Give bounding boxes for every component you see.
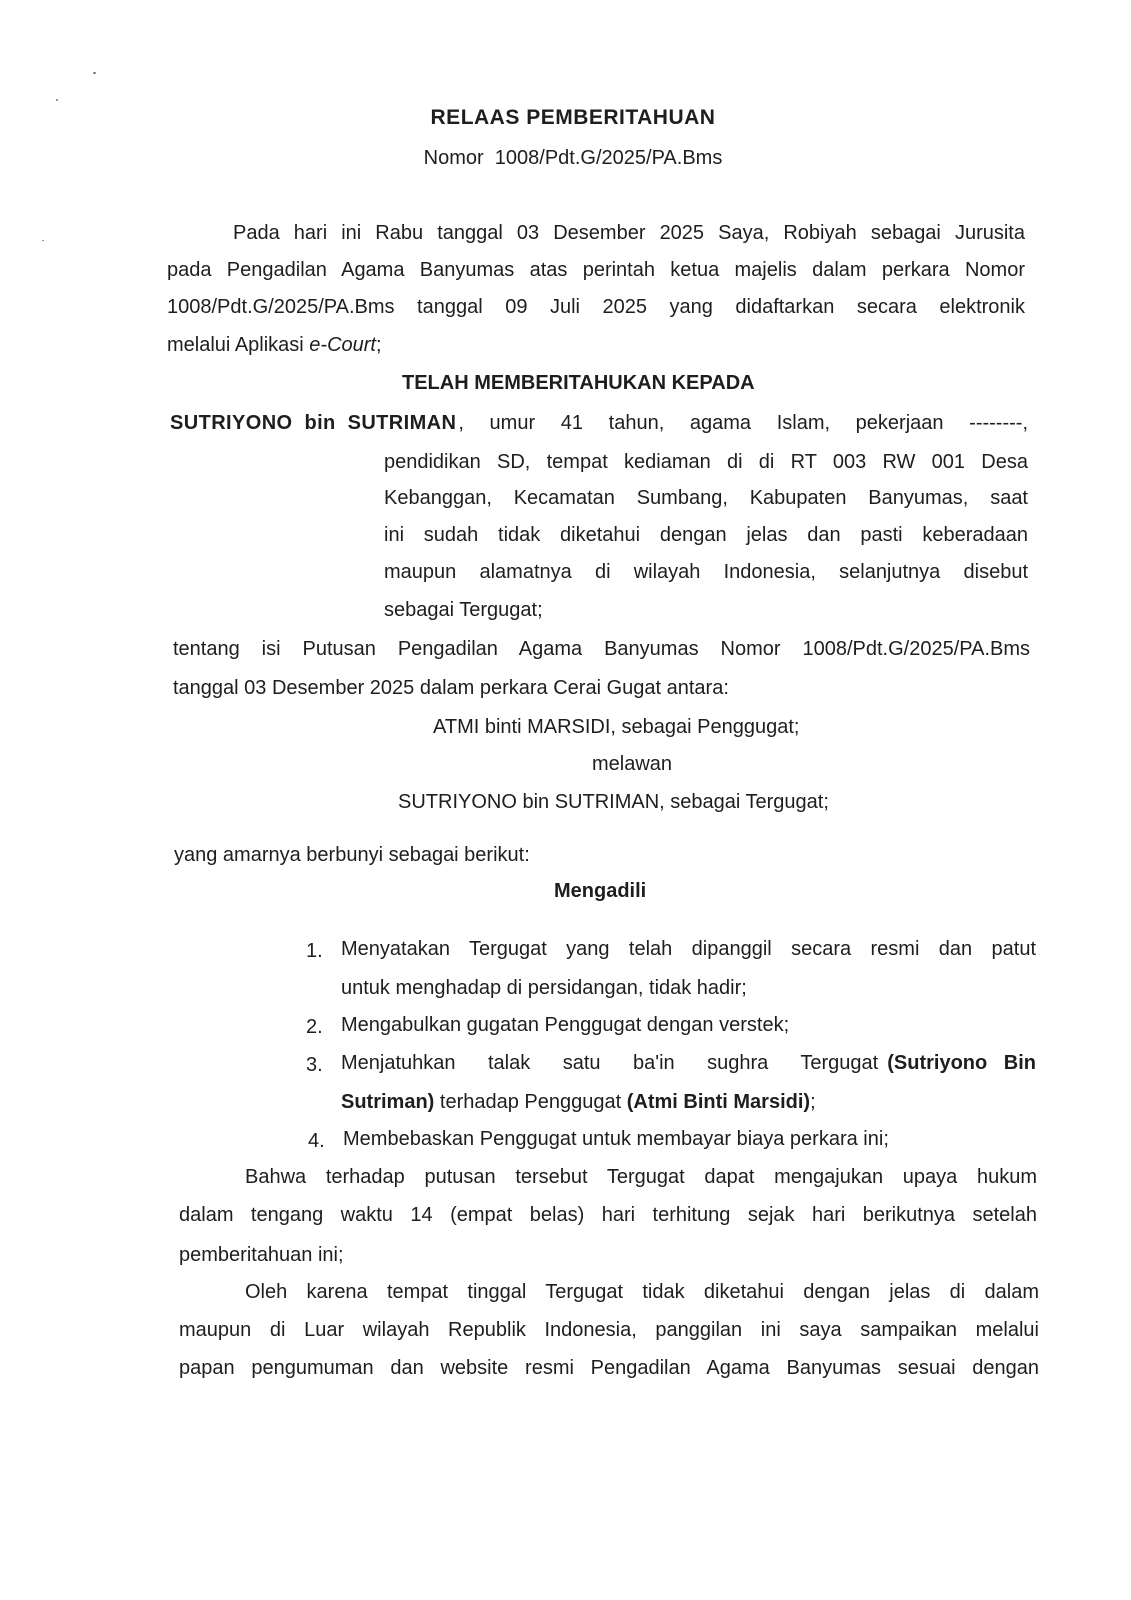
case-number: Nomor 1008/Pdt.G/2025/PA.Bms <box>423 147 723 169</box>
party-line-6: sebagai Tergugat; <box>384 599 543 621</box>
scan-speck <box>93 72 96 74</box>
intro-line-4-prefix: melalui Aplikasi <box>167 334 310 356</box>
verdict-item-2: Mengabulkan gugatan Penggugat dengan verstek; <box>341 1014 790 1036</box>
intro-line-4 <box>167 333 382 357</box>
document-title: RELAAS PEMBERITAHUAN <box>430 106 716 129</box>
party-line-5: maupun alamatnya di wilayah Indonesia, selanjutnya disebut <box>384 561 1028 583</box>
verdict-number-2: 2. <box>306 1016 323 1038</box>
closing-line-1: Oleh karena tempat tinggal Tergugat tidak diketahui dengan jelas di dalam <box>245 1281 1039 1303</box>
appeal-line-2: dalam tengang waktu 14 (empat belas) hari terhitung sejak hari berikutnya setelah <box>179 1204 1037 1226</box>
subject-line-2: tanggal 03 Desember 2025 dalam perkara Cerai Gugat antara: <box>173 677 729 699</box>
party-line-3: Kebanggan, Kecamatan Sumbang, Kabupaten Banyumas, saat <box>384 487 1028 509</box>
plaintiff-name-bold: (Atmi Binti Marsidi) <box>626 1091 811 1113</box>
verdict-item-1-line-2: untuk menghadap di persidangan, tidak hadir; <box>341 977 747 999</box>
scan-speck <box>42 240 44 241</box>
appeal-line-1: Bahwa terhadap putusan tersebut Tergugat dapat mengajukan upaya hukum <box>245 1166 1037 1188</box>
verdict-number-4: 4. <box>308 1130 325 1152</box>
verdict-item-3-mid: terhadap Penggugat <box>434 1091 627 1113</box>
notice-heading: TELAH MEMBERITAHUKAN KEPADA <box>402 372 755 394</box>
amar-intro: yang amarnya berbunyi sebagai berikut: <box>174 844 530 866</box>
closing-line-2: maupun di Luar wilayah Republik Indonesia, panggilan ini saya sampaikan melalui <box>179 1319 1039 1341</box>
party-line-1-rest: , umur 41 tahun, agama Islam, pekerjaan --------, <box>458 412 1028 434</box>
verdict-number-3: 3. <box>306 1054 323 1076</box>
party-line-1 <box>170 411 1028 435</box>
intro-line-1: Pada hari ini Rabu tanggal 03 Desember 2025 Saya, Robiyah sebagai Jurusita <box>233 222 1025 244</box>
verdict-item-3-line-2 <box>341 1090 816 1114</box>
intro-line-2: pada Pengadilan Agama Banyumas atas perintah ketua majelis dalam perkara Nomor <box>167 259 1025 281</box>
plaintiff-line: ATMI binti MARSIDI, sebagai Penggugat; <box>433 716 800 738</box>
defendant-line: SUTRIYONO bin SUTRIMAN, sebagai Tergugat; <box>398 791 829 813</box>
versus-line: melawan <box>592 753 673 775</box>
verdict-item-3-text: Menjatuhkan talak satu ba'in sughra Tergugat <box>341 1052 879 1074</box>
subject-line-1: tentang isi Putusan Pengadilan Agama Banyumas Nomor 1008/Pdt.G/2025/PA.Bms <box>173 638 1030 660</box>
verdict-heading: Mengadili <box>554 880 647 902</box>
defendant-surname-bold: Sutriman) <box>341 1091 435 1113</box>
appeal-line-3: pemberitahuan ini; <box>179 1244 344 1266</box>
ecourt-app-name: e-Court <box>309 334 376 356</box>
party-line-4: ini sudah tidak diketahui dengan jelas dan pasti keberadaan <box>384 524 1028 546</box>
verdict-item-4: Membebaskan Penggugat untuk membayar biaya perkara ini; <box>343 1128 889 1150</box>
verdict-item-1-line-1: Menyatakan Tergugat yang telah dipanggil secara resmi dan patut <box>341 938 1036 960</box>
defendant-name-bold: (Sutriyono Bin <box>887 1052 1036 1074</box>
closing-line-3: papan pengumuman dan website resmi Pengadilan Agama Banyumas sesuai dengan <box>179 1357 1039 1379</box>
verdict-number-1: 1. <box>306 940 323 962</box>
verdict-item-3-end: ; <box>810 1091 816 1113</box>
intro-line-3: 1008/Pdt.G/2025/PA.Bms tanggal 09 Juli 2025 yang didaftarkan secara elektronik <box>167 296 1025 318</box>
verdict-item-3-line-1 <box>341 1051 1036 1075</box>
party-name: SUTRIYONO bin SUTRIMAN <box>170 412 457 434</box>
scan-speck <box>56 99 58 101</box>
intro-line-4-suffix: ; <box>376 334 382 356</box>
party-line-2: pendidikan SD, tempat kediaman di di RT 003 RW 001 Desa <box>384 451 1028 473</box>
